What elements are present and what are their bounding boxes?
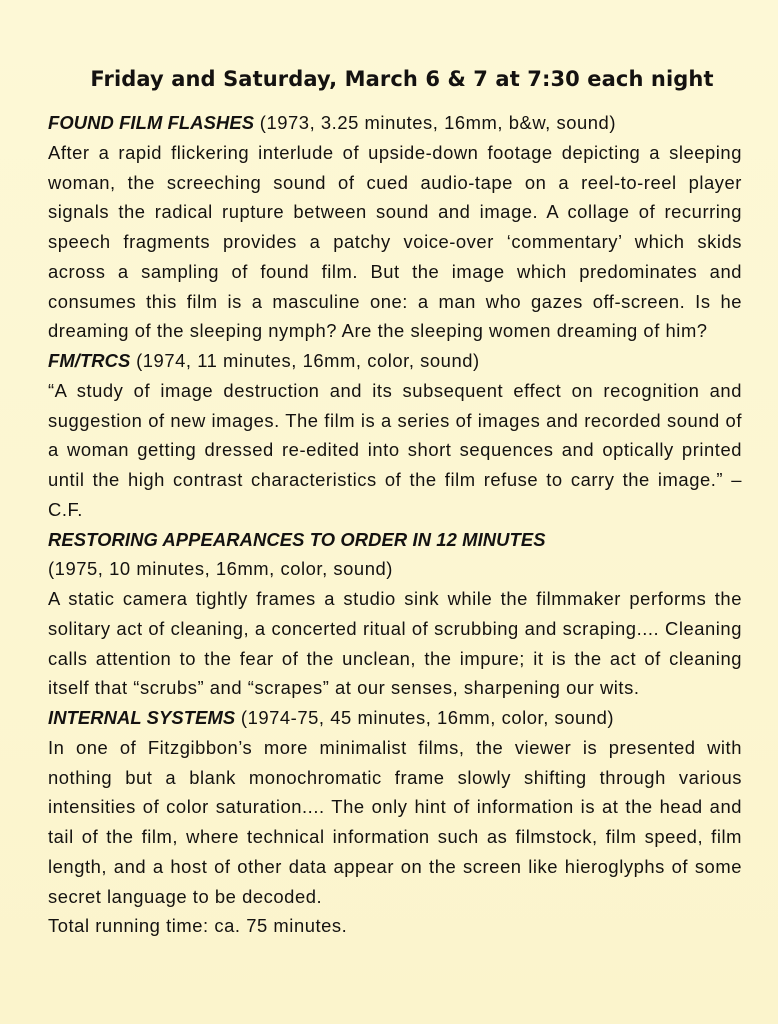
- film-description: “A study of image destruction and its subsequent effect on recognition and suggestion of new images. The film is a series of images and recorded sound of a woman getting dressed re-edited into short sequences and optically printed until the high contrast characteristics of the film refuse to carry the image.” –C.F.: [48, 379, 742, 520]
- film-description: After a rapid flickering interlude of upside-down footage depicting a sleeping woman, the screeching sound of cued audio-tape on a reel-to-reel player signals the radical rupture between sound and image. A collage of recurring speech fragments provides a patchy voice-over ‘commentary’ which skids across a sampling of found film. But the image which predominates and consumes this film is a masculine one: a man who gazes off-screen. Is he dreaming of the sleeping nymph? Are the sleeping women dreaming of him?: [48, 141, 742, 342]
- film-title: FM/TRCS: [48, 350, 131, 371]
- film-entry-internal-systems: [48, 703, 742, 911]
- film-details: (1973, 3.25 minutes, 16mm, b&w, sound): [254, 112, 616, 133]
- film-details: (1974, 11 minutes, 16mm, color, sound): [130, 350, 480, 371]
- film-description: In one of Fitzgibbon’s more minimalist films, the viewer is presented with nothing but a blank monochromatic frame slowly shifting through various intensities of color saturation.... The only hint of information is at the head and tail of the film, where technical information such as filmstock, film speed, film length, and a host of other data appear on the screen like hieroglyphs of some secret language to be decoded.: [48, 736, 742, 907]
- film-list: [48, 108, 742, 911]
- screening-heading: Friday and Saturday, March 6 & 7 at 7:30 each night: [90, 67, 714, 91]
- film-entry-found-film-flashes: [48, 108, 742, 346]
- film-title: INTERNAL SYSTEMS: [48, 707, 236, 728]
- film-details: (1974-75, 45 minutes, 16mm, color, sound): [235, 707, 615, 728]
- film-entry-restoring-appearances: [48, 525, 742, 704]
- film-title: FOUND FILM FLASHES: [48, 112, 255, 133]
- film-description: A static camera tightly frames a studio sink while the filmmaker performs the solitary act of cleaning, a concerted ritual of scrubbing and scraping.... Cleaning calls attention to the fear of the unclean, the impure; it is the act of cleaning itself that “scrubs” and “scrapes” at our senses, sharpening our wits.: [48, 588, 742, 699]
- film-details: (1975, 10 minutes, 16mm, color, sound): [48, 558, 393, 580]
- film-title: RESTORING APPEARANCES TO ORDER IN 12 MINUTES: [48, 528, 546, 550]
- total-running-time: Total running time: ca. 75 minutes.: [48, 915, 348, 937]
- film-entry-fm-trcs: [48, 346, 742, 525]
